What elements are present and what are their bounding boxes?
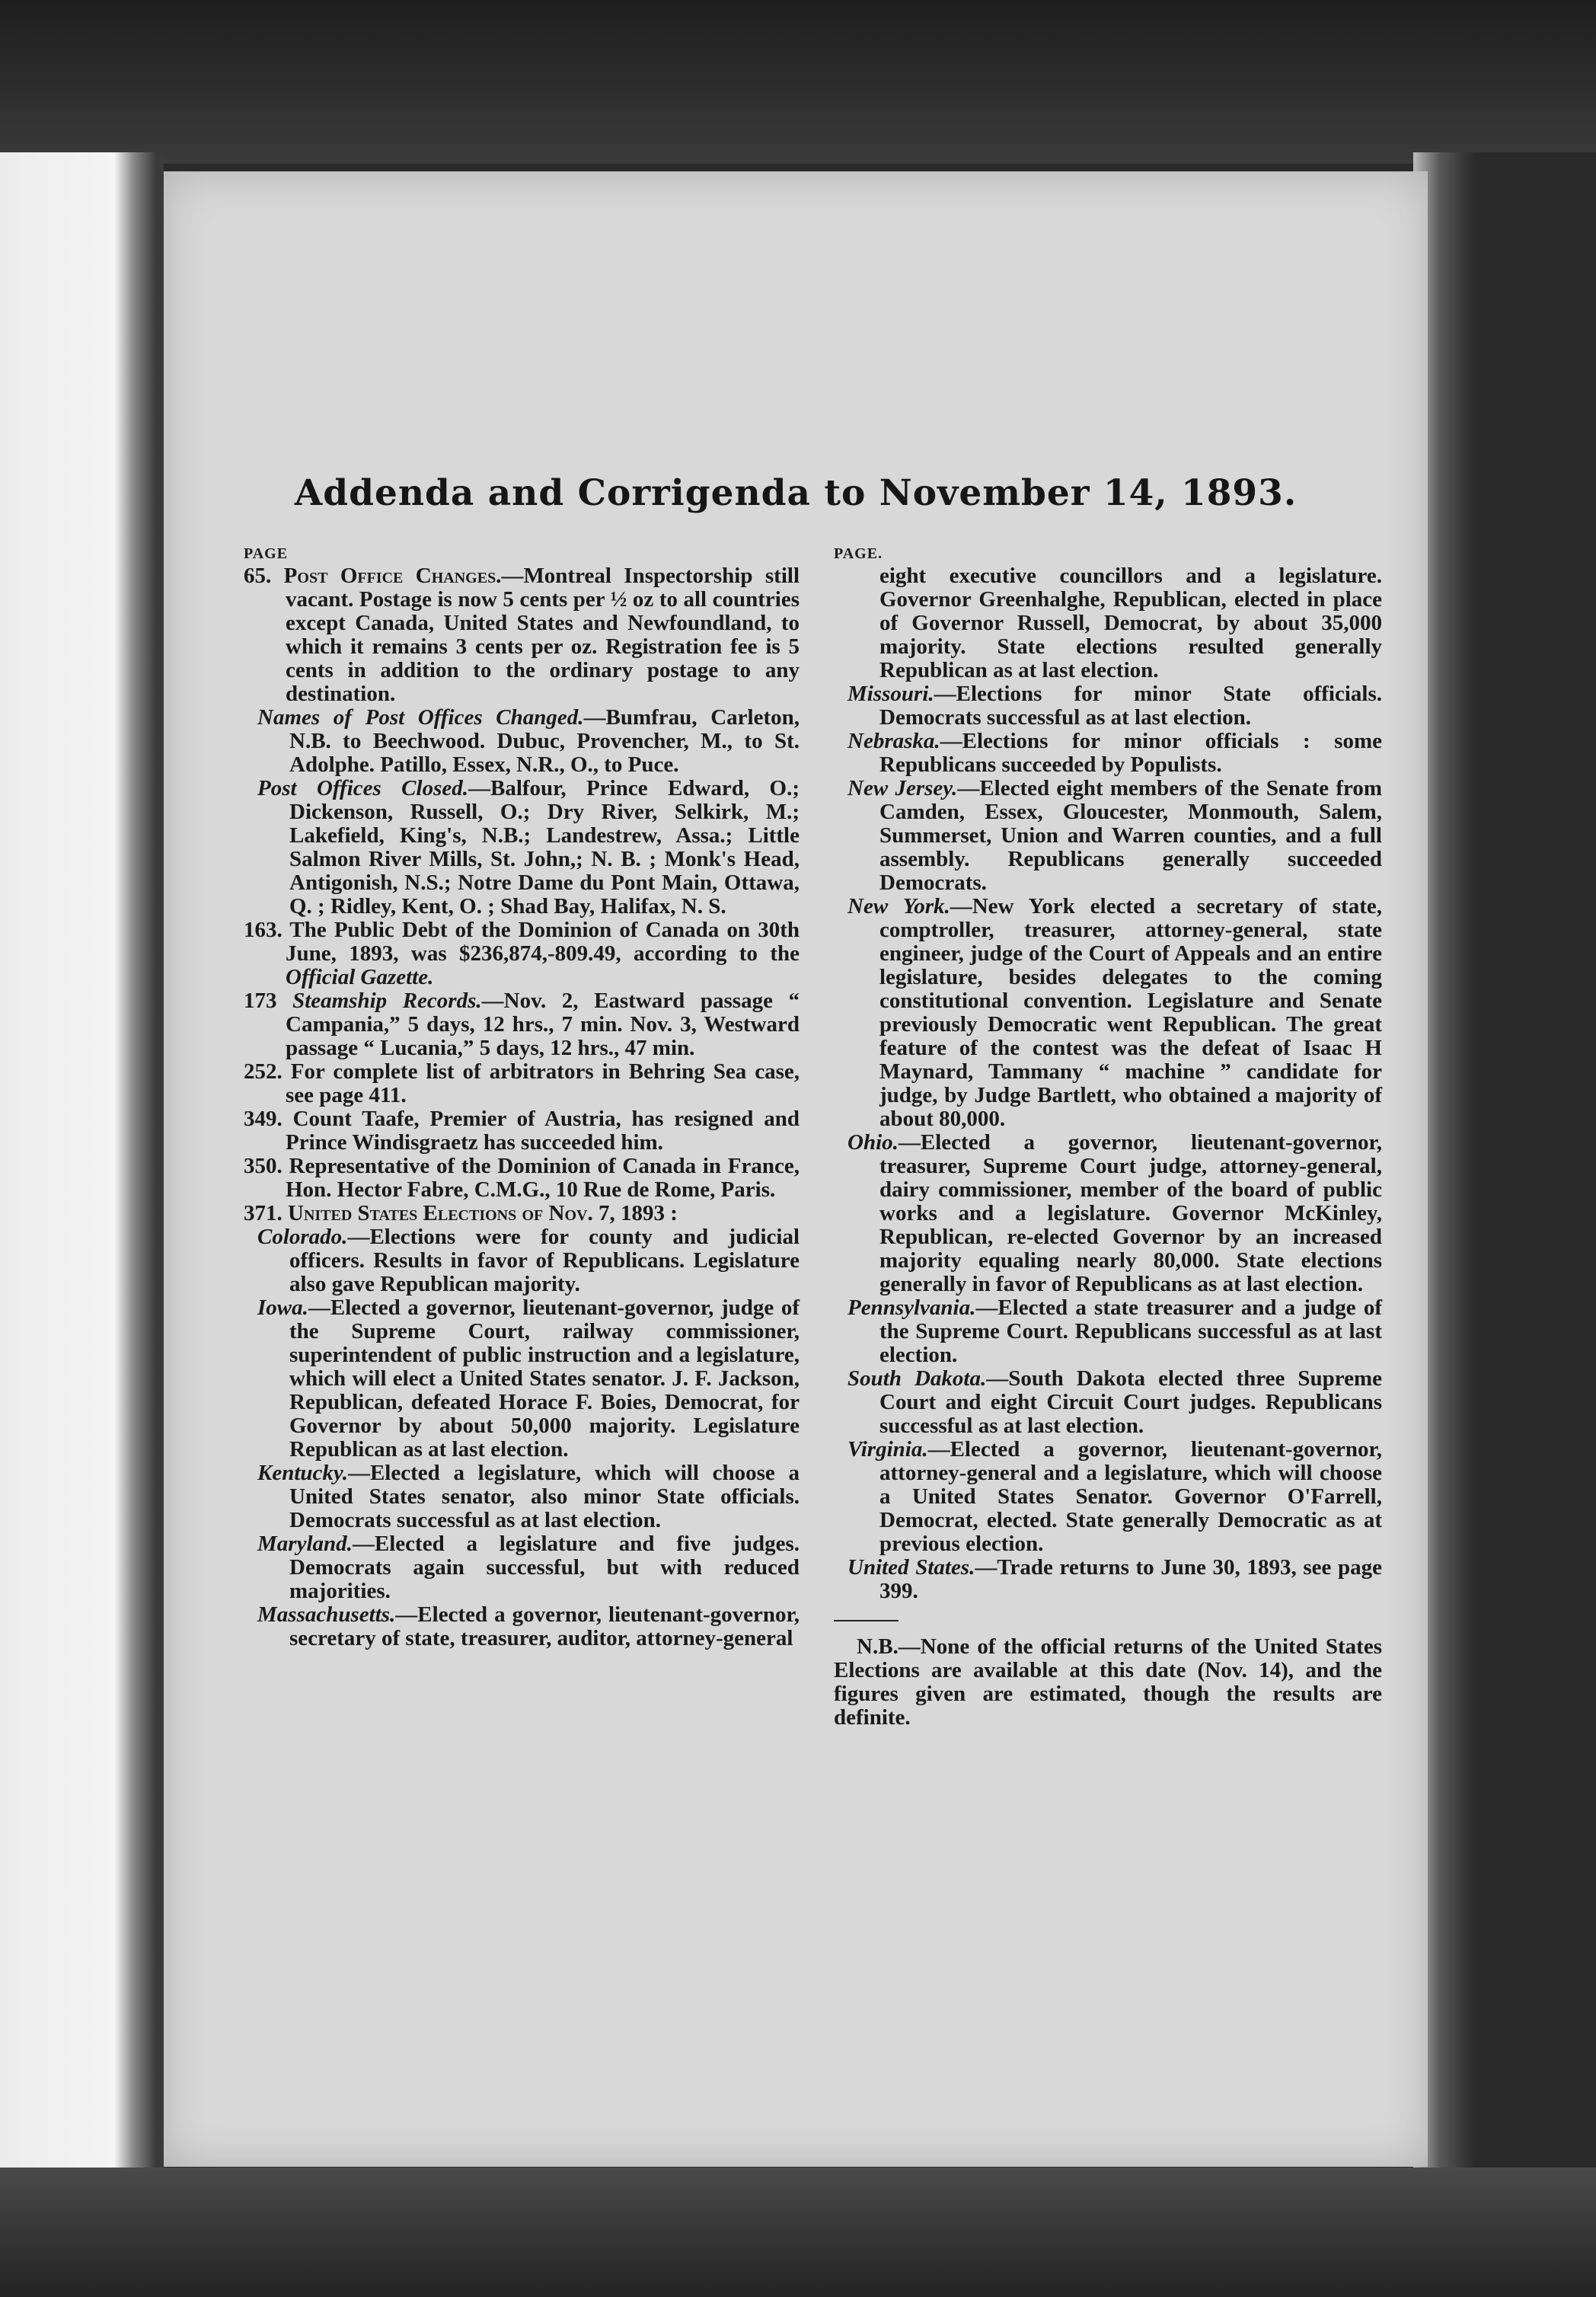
entry-number: 173: [244, 989, 277, 1013]
state-heading: Iowa.: [257, 1295, 308, 1320]
footnote: N.B.—None of the official returns of the United States Elections are available at this date (Nov. 14), and the figures given are estimated, though the results are definite.: [834, 1634, 1382, 1730]
state-massachusetts: [244, 1603, 800, 1650]
sub-entry-text: —Bumfrau, Carleton, N.B. to Beechwood. Dubuc, Provencher, M., to St. Adolphe. Patillo, Essex, N.R., O., to Puce.: [289, 705, 800, 777]
left-column: [244, 545, 800, 1650]
state-text: —New York elected a secretary of state, comptroller, treasurer, attorney-general, state engineer, judge of the Court of Appeals and an entire legislature, besides delegates to the coming constitutional convention. Legislature and Senate previously Democratic went Republican. The great feature of the contest was the defeat of Isaac H Maynard, Tammany “ machine ” candidate for judge, by Judge Bartlett, who obtained a majority of about 80,000.: [879, 894, 1382, 1131]
page-column-label: PAGE.: [834, 545, 883, 562]
state-new-york: [834, 895, 1382, 1131]
entry-united-states-trade: [834, 1556, 1382, 1603]
state-heading: New York.: [847, 894, 950, 918]
entry-heading: United States.: [847, 1555, 975, 1580]
massachusetts-continued: eight executive councillors and a legislature. Governor Greenhalghe, Republican, elected in place of Governor Russell, Democrat, by about 35,000 majority. State elections resulted generally Republican as at last election.: [879, 564, 1382, 682]
sub-entry-names-changed: [244, 706, 800, 777]
state-heading: New Jersey.: [847, 776, 958, 800]
entry-349: [244, 1107, 800, 1155]
state-nebraska: [834, 730, 1382, 777]
entry-text: The Public Debt of the Dominion of Canada on 30th June, 1893, was $236,874,-809.49, according to the: [286, 918, 800, 966]
entry-number: 163.: [244, 918, 282, 942]
scan-border-left: [0, 152, 164, 2297]
entry-163: [244, 918, 800, 989]
page-column-label: PAGE: [244, 545, 289, 562]
scan-border-right: [1413, 152, 1596, 2297]
printed-page: [164, 171, 1428, 2167]
entry-173: [244, 989, 800, 1060]
entry-heading: Steamship Records.: [292, 989, 482, 1013]
state-missouri: [834, 682, 1382, 730]
scan-border-bottom: [0, 2168, 1596, 2297]
entry-350: [244, 1155, 800, 1202]
state-virginia: [834, 1438, 1382, 1556]
state-heading: Nebraska.: [847, 729, 940, 753]
state-heading: Ohio.: [847, 1130, 899, 1155]
state-kentucky: [244, 1462, 800, 1532]
entry-text-italic: Official Gazette.: [286, 965, 434, 989]
entry-text: Representative of the Dominion of Canada in France, Hon. Hector Fabre, C.M.G., 10 Rue de Rome, Paris.: [286, 1154, 800, 1202]
entry-text: —Trade returns to June 30, 1893, see page 399.: [879, 1555, 1382, 1603]
state-text: —Elected a governor, lieutenant-governor, attorney-general and a legislature, which will choose a United States Senator. Governor O'Farrell, Democrat, elected. State generally Democratic as at previous election.: [879, 1437, 1382, 1556]
state-text: —Elected a governor, lieutenant-governor, secretary of state, treasurer, auditor, attorney-general: [289, 1602, 800, 1650]
entry-text: —Nov. 2, Eastward passage “ Campania,” 5 days, 12 hrs., 7 min. Nov. 3, Westward passage “ Lucania,” 5 days, 12 hrs., 47 min.: [286, 989, 800, 1060]
state-text: —Elections for minor State officials. Democrats successful as at last election.: [879, 682, 1382, 730]
state-iowa: [244, 1296, 800, 1462]
scan-border-top: [0, 0, 1596, 164]
sub-entry-heading: Names of Post Offices Changed.: [257, 705, 584, 730]
sub-entry-heading: Post Offices Closed.: [257, 776, 468, 800]
entry-heading: Post Office Changes.: [283, 564, 502, 588]
state-text: —Elected a legislature and five judges. Democrats again successful, but with reduced majorities.: [289, 1532, 800, 1603]
state-heading: Pennsylvania.: [847, 1295, 976, 1320]
page-title: Addenda and Corrigenda to November 14, 1893.: [294, 472, 1298, 514]
entry-371: [244, 1202, 800, 1225]
state-pennsylvania: [834, 1296, 1382, 1367]
state-text: —Elected a governor, lieutenant-governor, judge of the Supreme Court, railway commissioner, superintendent of public instruction and a legislature, which will elect a United States senator. J. F. Jackson, Republican, defeated Horace F. Boies, Democrat, for Governor by about 50,000 majority. Legislature Republican as at last election.: [289, 1295, 800, 1462]
state-south-dakota: [834, 1367, 1382, 1438]
state-ohio: [834, 1131, 1382, 1296]
state-new-jersey: [834, 777, 1382, 895]
state-heading: Colorado.: [257, 1225, 348, 1249]
state-heading: Kentucky.: [257, 1461, 348, 1485]
entry-65: [244, 564, 800, 706]
right-column: [834, 545, 1382, 1730]
state-text: —Elected a state treasurer and a judge of the Supreme Court. Republicans successful as at last election.: [879, 1295, 1382, 1367]
entry-text: —Montreal Inspectorship still vacant. Postage is now 5 cents per ½ oz to all countries except Canada, United States and Newfoundland, to which it remains 3 cents per oz. Registration fee is 5 cents in addition to the ordinary postage to any destination.: [286, 564, 800, 706]
entry-number: 350.: [244, 1154, 282, 1178]
entry-number: 349.: [244, 1107, 282, 1131]
state-heading: Missouri.: [847, 682, 934, 706]
entry-text: Count Taafe, Premier of Austria, has resigned and Prince Windisgraetz has succeeded him.: [286, 1107, 800, 1155]
sub-entry-text: —Balfour, Prince Edward, O.; Dickenson, Russell, O.; Dry River, Selkirk, M.; Lakefield, King's, N.B.; Landestrew, Assa.; Little Salmon River Mills, St. John,; N. B. ; Monk's Head, Antigonish, N.S.; Notre Dame du Pont Main, Ottawa, Q. ; Ridley, Kent, O. ; Shad Bay, Halifax, N. S.: [289, 776, 800, 918]
entry-number: 252.: [244, 1059, 282, 1084]
state-text: —Elected eight members of the Senate from Camden, Essex, Gloucester, Monmouth, Salem, Summerset, Union and Warren counties, and a full assembly. Republicans generally succeeded Democrats.: [879, 776, 1382, 895]
entry-number: 65.: [244, 564, 272, 588]
state-maryland: [244, 1532, 800, 1603]
entry-number: 371.: [244, 1201, 282, 1225]
entry-252: [244, 1060, 800, 1107]
state-text: —South Dakota elected three Supreme Court and eight Circuit Court judges. Republicans successful as at last election.: [879, 1366, 1382, 1438]
state-text: —Elections for minor officials : some Republicans succeeded by Populists.: [879, 729, 1382, 777]
sub-entry-offices-closed: [244, 777, 800, 918]
entry-heading: United States Elections of Nov. 7, 1893 :: [288, 1201, 678, 1225]
state-text: —Elected a legislature, which will choose a United States senator, also minor State officials. Democrats successful as at last election.: [289, 1461, 800, 1532]
state-colorado: [244, 1225, 800, 1296]
state-text: —Elections were for county and judicial officers. Results in favor of Republicans. Legislature also gave Republican majority.: [289, 1225, 800, 1296]
state-text: —Elected a governor, lieutenant-governor, treasurer, Supreme Court judge, attorney-general, dairy commissioner, member of the board of public works and a legislature. Governor McKinley, Republican, re-elected Governor by an increased majority equaling nearly 80,000. State elections generally in favor of Republicans as at last election.: [879, 1130, 1382, 1296]
state-heading: Virginia.: [847, 1437, 928, 1462]
state-heading: Massachusetts.: [257, 1602, 396, 1627]
section-divider: [834, 1620, 899, 1621]
state-heading: Maryland.: [257, 1532, 353, 1556]
state-heading: South Dakota.: [847, 1366, 987, 1391]
entry-text: For complete list of arbitrators in Behring Sea case, see page 411.: [286, 1059, 800, 1107]
